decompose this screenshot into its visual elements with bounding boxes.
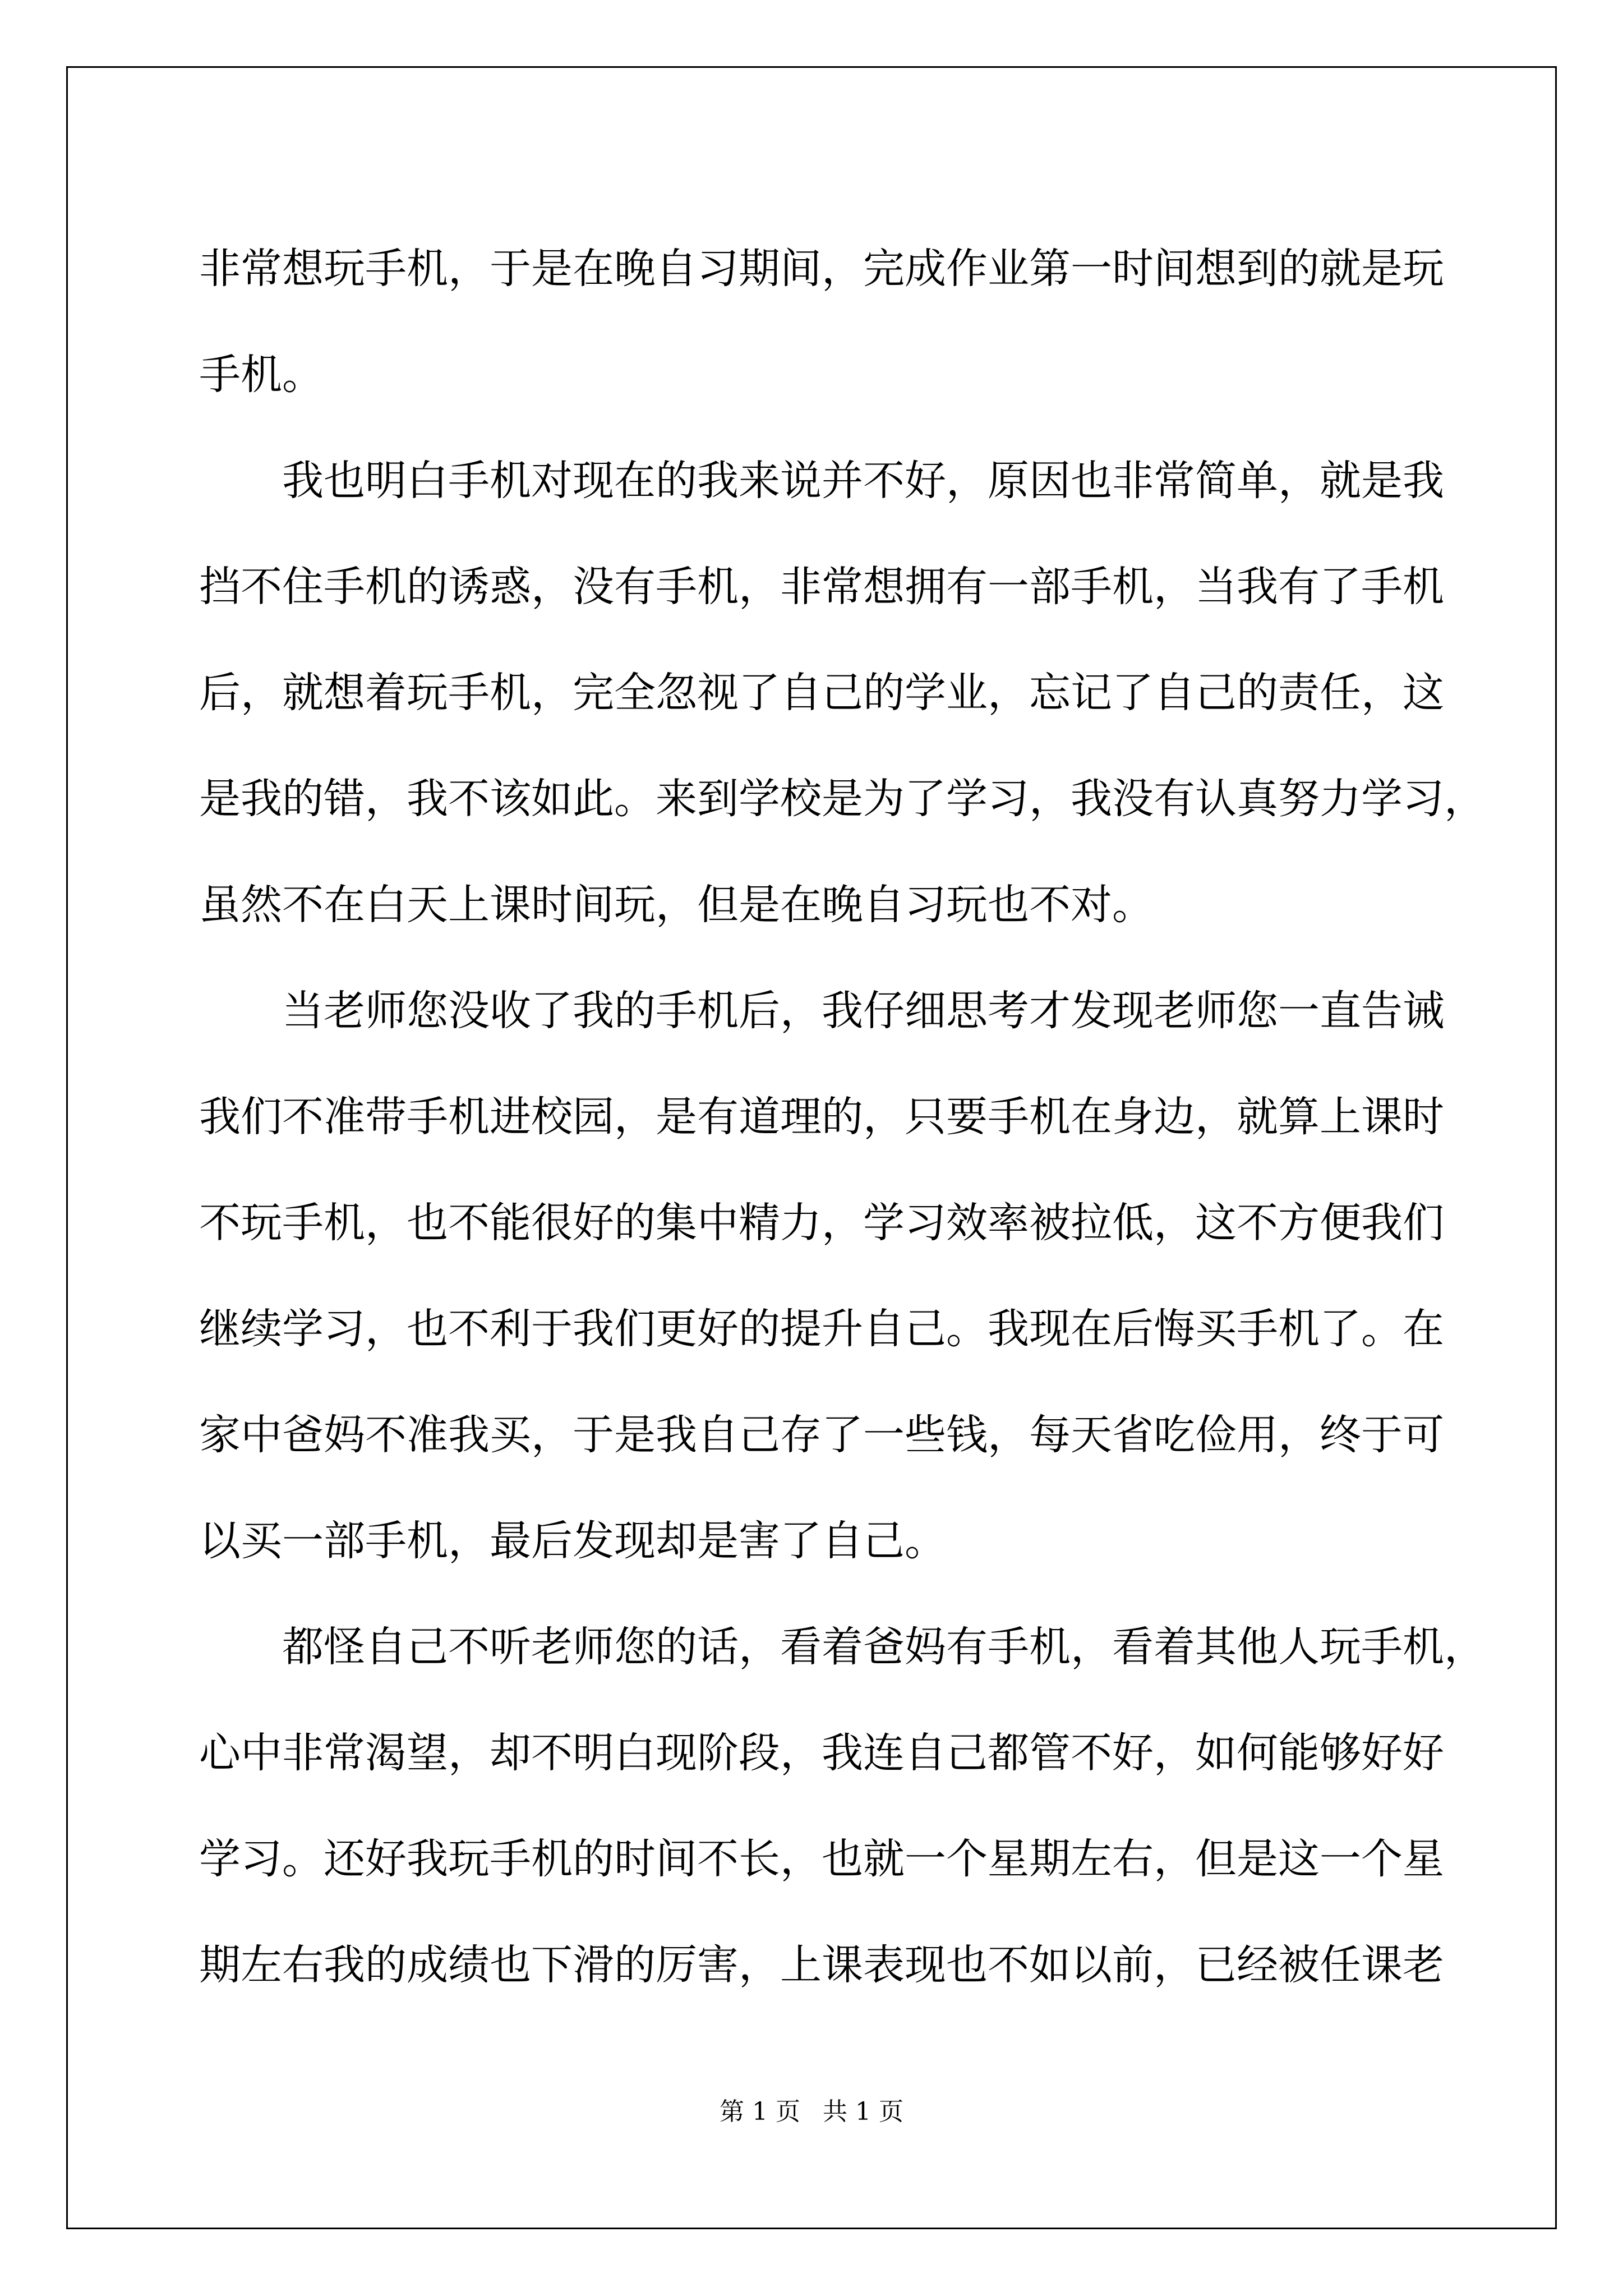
page-number-total: 共 1 页	[823, 2097, 903, 2126]
text-line: 继续学习，也不利于我们更好的提升自己。我现在后悔买手机了。在	[199, 1305, 1444, 1353]
text-line: 是我的错，我不该如此。来到学校是为了学习，我没有认真努力学习，	[199, 775, 1486, 823]
document-body	[199, 216, 1486, 2018]
text-line: 挡不住手机的诱惑，没有手机，非常想拥有一部手机，当我有了手机	[199, 563, 1444, 611]
text-line: 我们不准带手机进校园，是有道理的，只要手机在身边，就算上课时	[199, 1093, 1444, 1141]
page-footer	[0, 2095, 1623, 2129]
paragraph	[199, 428, 1486, 958]
text-line: 手机。	[199, 351, 324, 399]
text-line: 心中非常渴望，却不明白现阶段，我连自己都管不好，如何能够好好	[199, 1729, 1444, 1777]
text-line: 后，就想着玩手机，完全忽视了自己的学业，忘记了自己的责任，这	[199, 669, 1444, 717]
text-line: 学习。还好我玩手机的时间不长，也就一个星期左右，但是这一个星	[199, 1835, 1444, 1883]
text-line: 家中爸妈不准我买，于是我自己存了一些钱，每天省吃俭用，终于可	[199, 1411, 1444, 1459]
paragraph	[199, 1594, 1486, 2018]
text-line: 虽然不在白天上课时间玩，但是在晚自习玩也不对。	[199, 881, 1154, 929]
page-number-current: 第 1 页	[720, 2097, 800, 2126]
paragraph	[199, 216, 1444, 428]
text-line: 以买一部手机，最后发现却是害了自己。	[199, 1517, 946, 1565]
text-line: 当老师您没收了我的手机后，我仔细思考才发现老师您一直告诫	[282, 987, 1444, 1035]
text-line: 都怪自己不听老师您的话，看着爸妈有手机，看着其他人玩手机，	[282, 1623, 1486, 1671]
text-line: 我也明白手机对现在的我来说并不好，原因也非常简单，就是我	[282, 457, 1444, 505]
paragraph	[199, 958, 1444, 1594]
text-line: 期左右我的成绩也下滑的厉害，上课表现也不如以前，已经被任课老	[199, 1941, 1444, 1989]
text-line: 不玩手机，也不能很好的集中精力，学习效率被拉低，这不方便我们	[199, 1199, 1444, 1247]
text-line: 非常想玩手机，于是在晚自习期间，完成作业第一时间想到的就是玩	[199, 245, 1444, 293]
